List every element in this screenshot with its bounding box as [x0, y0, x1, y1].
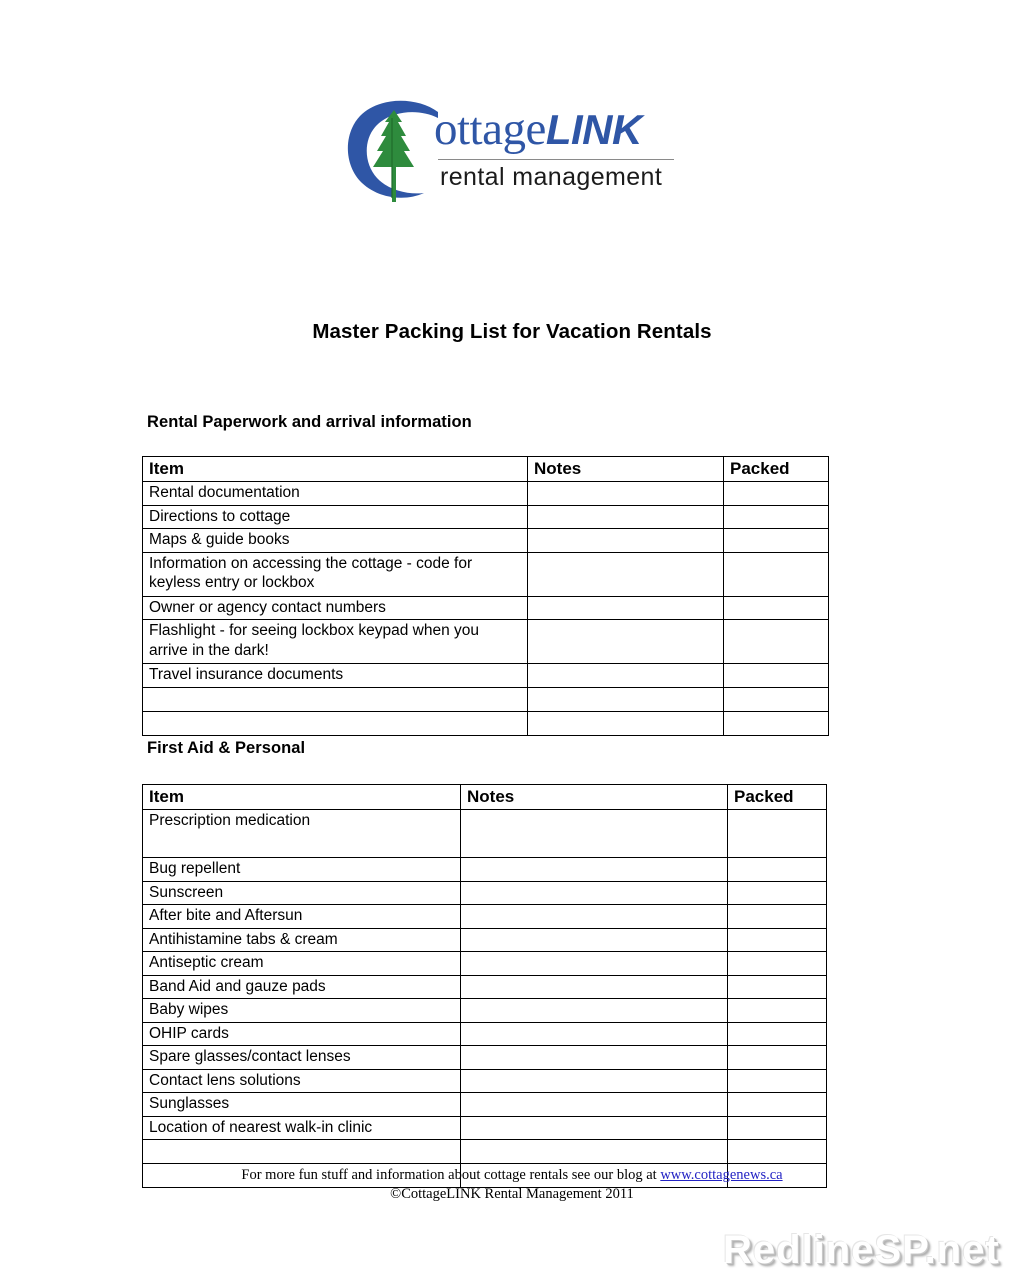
column-header-item: Item — [143, 457, 528, 482]
item-cell: Baby wipes — [143, 999, 461, 1023]
item-cell: Bug repellent — [143, 858, 461, 882]
table-row — [143, 858, 827, 882]
column-header-item: Item — [143, 785, 461, 810]
table-header-row — [143, 785, 827, 810]
item-cell: Maps & guide books — [143, 529, 528, 553]
notes-cell[interactable] — [461, 858, 728, 882]
table-row — [143, 1069, 827, 1093]
table-row — [143, 711, 829, 735]
logo-brand-part1: ottage — [434, 103, 546, 155]
table-row — [143, 664, 829, 688]
table-row — [143, 1116, 827, 1140]
table-row — [143, 687, 829, 711]
item-cell: Spare glasses/contact lenses — [143, 1046, 461, 1070]
logo-tagline: rental management — [440, 163, 663, 191]
packed-cell[interactable] — [728, 858, 827, 882]
table-row — [143, 620, 829, 664]
footer-line-1 — [0, 1166, 1024, 1185]
item-cell: OHIP cards — [143, 1022, 461, 1046]
table-row — [143, 905, 827, 929]
table-row — [143, 928, 827, 952]
item-cell: Prescription medication — [143, 810, 461, 858]
notes-cell[interactable] — [461, 975, 728, 999]
item-cell: Sunglasses — [143, 1093, 461, 1117]
cottagelink-logo — [342, 98, 682, 206]
table-row — [143, 1140, 827, 1164]
footer-text: For more fun stuff and information about cottage rentals see our blog at — [241, 1167, 661, 1183]
item-cell: After bite and Aftersun — [143, 905, 461, 929]
table-row — [143, 881, 827, 905]
notes-cell[interactable] — [528, 529, 724, 553]
notes-cell[interactable] — [461, 1140, 728, 1164]
table-row — [143, 975, 827, 999]
notes-cell[interactable] — [461, 1046, 728, 1070]
packed-cell[interactable] — [724, 529, 829, 553]
packed-cell[interactable] — [724, 620, 829, 664]
packed-cell[interactable] — [728, 1046, 827, 1070]
item-cell: Travel insurance documents — [143, 664, 528, 688]
item-cell: Owner or agency contact numbers — [143, 596, 528, 620]
item-cell: Sunscreen — [143, 881, 461, 905]
table-row — [143, 1093, 827, 1117]
item-cell: Antiseptic cream — [143, 952, 461, 976]
item-cell[interactable] — [143, 687, 528, 711]
packed-cell[interactable] — [728, 975, 827, 999]
notes-cell[interactable] — [461, 999, 728, 1023]
logo-divider — [438, 159, 674, 160]
packed-cell[interactable] — [724, 482, 829, 506]
item-cell: Information on accessing the cottage - code for keyless entry or lockbox — [143, 552, 528, 596]
blog-link[interactable]: www.cottagenews.ca — [660, 1167, 783, 1183]
rental-paperwork-table — [142, 456, 829, 736]
column-header-notes: Notes — [461, 785, 728, 810]
packed-cell[interactable] — [728, 999, 827, 1023]
packed-cell[interactable] — [728, 1069, 827, 1093]
notes-cell[interactable] — [528, 620, 724, 664]
item-cell: Flashlight - for seeing lockbox keypad when you arrive in the dark! — [143, 620, 528, 664]
packed-cell[interactable] — [728, 952, 827, 976]
section-heading-rental-paperwork: Rental Paperwork and arrival information — [147, 413, 472, 431]
logo-wordmark — [434, 102, 684, 192]
notes-cell[interactable] — [461, 810, 728, 858]
packed-cell[interactable] — [728, 881, 827, 905]
table-row — [143, 482, 829, 506]
table-row — [143, 505, 829, 529]
packed-cell[interactable] — [724, 664, 829, 688]
notes-cell[interactable] — [528, 552, 724, 596]
item-cell: Directions to cottage — [143, 505, 528, 529]
item-cell: Location of nearest walk-in clinic — [143, 1116, 461, 1140]
column-header-packed: Packed — [724, 457, 829, 482]
item-cell: Contact lens solutions — [143, 1069, 461, 1093]
packed-cell[interactable] — [728, 1022, 827, 1046]
notes-cell[interactable] — [461, 952, 728, 976]
table-row — [143, 1046, 827, 1070]
column-header-packed: Packed — [728, 785, 827, 810]
packed-cell[interactable] — [728, 1140, 827, 1164]
table-row — [143, 552, 829, 596]
page-footer — [0, 1166, 1024, 1204]
table-row — [143, 810, 827, 858]
item-cell: Band Aid and gauze pads — [143, 975, 461, 999]
column-header-notes: Notes — [528, 457, 724, 482]
logo-brand-part2: LINK — [545, 106, 642, 153]
packed-cell[interactable] — [728, 1093, 827, 1117]
packed-cell[interactable] — [724, 596, 829, 620]
table-row — [143, 999, 827, 1023]
page-title: Master Packing List for Vacation Rentals — [312, 320, 712, 343]
first-aid-personal-table — [142, 784, 827, 1188]
notes-cell[interactable] — [461, 1022, 728, 1046]
notes-cell[interactable] — [461, 1116, 728, 1140]
notes-cell[interactable] — [528, 596, 724, 620]
packed-cell[interactable] — [728, 928, 827, 952]
notes-cell[interactable] — [461, 1093, 728, 1117]
notes-cell[interactable] — [528, 687, 724, 711]
item-cell: Antihistamine tabs & cream — [143, 928, 461, 952]
notes-cell[interactable] — [528, 505, 724, 529]
notes-cell[interactable] — [461, 928, 728, 952]
watermark: RedlineSP.net — [723, 1228, 1000, 1272]
table-row — [143, 1022, 827, 1046]
packed-cell[interactable] — [728, 810, 827, 858]
table-row — [143, 596, 829, 620]
footer-copyright: ©CottageLINK Rental Management 2011 — [390, 1186, 634, 1202]
item-cell: Rental documentation — [143, 482, 528, 506]
packed-cell[interactable] — [724, 552, 829, 596]
notes-cell[interactable] — [461, 1069, 728, 1093]
packed-cell[interactable] — [724, 687, 829, 711]
packed-cell[interactable] — [724, 711, 829, 735]
section-heading-first-aid: First Aid & Personal — [147, 739, 306, 757]
notes-cell[interactable] — [528, 482, 724, 506]
item-cell[interactable] — [143, 711, 528, 735]
notes-cell[interactable] — [461, 881, 728, 905]
table-row — [143, 952, 827, 976]
item-cell[interactable] — [143, 1140, 461, 1164]
notes-cell[interactable] — [528, 664, 724, 688]
notes-cell[interactable] — [461, 905, 728, 929]
packed-cell[interactable] — [728, 905, 827, 929]
packed-cell[interactable] — [724, 505, 829, 529]
table-row — [143, 529, 829, 553]
packed-cell[interactable] — [728, 1116, 827, 1140]
table-header-row — [143, 457, 829, 482]
notes-cell[interactable] — [528, 711, 724, 735]
